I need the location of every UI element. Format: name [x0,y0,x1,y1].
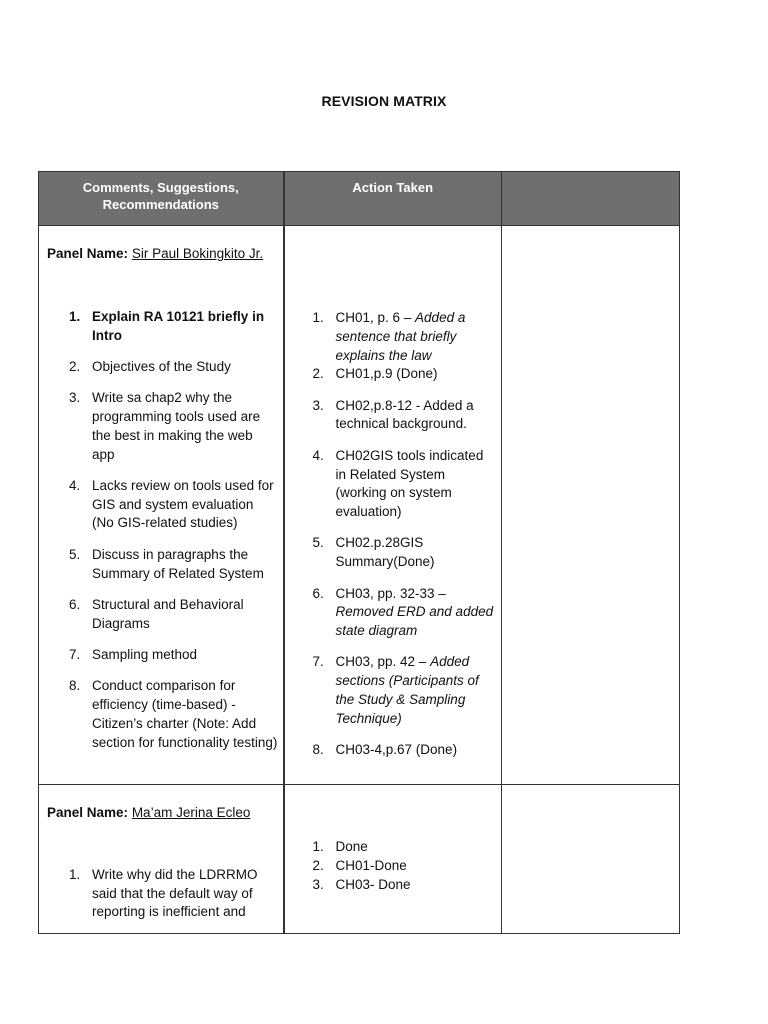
actions-list [286,838,501,894]
comments-list [40,866,282,922]
panel-name: Sir Paul Bokingkito Jr. [131,246,264,261]
list-item: 7. Sampling method [69,646,198,662]
header-comments: Comments, Suggestions, Recommendations [39,172,284,226]
list-item: 1. Done [312,839,368,854]
comments-list [40,308,282,753]
list-item: 2. Objectives of the Study [69,358,231,374]
header-action-taken: Action Taken [284,172,502,226]
list-item: 3. Write sa chap2 why the programming tools used are the best in making the web app [69,390,261,462]
list-item: 7. CH03, pp. 42 – Added sections (Participants of the Study & Sampling Technique) [312,654,479,726]
list-item: 5. CH02.p.28GIS Summary(Done) [312,535,435,570]
panel-name-line [47,804,282,823]
list-item: 4. CH02GIS tools indicated in Related System (working on system evaluation) [312,447,484,520]
list-item: 4. Lacks review on tools used for GIS and system evaluation (No GIS-related studies) [69,477,274,531]
list-item: 8. Conduct comparison for efficiency (time-based) - Citizen’s charter (Note: Add section for functionality testing) [69,678,278,750]
panel-name: Ma’am Jerina Ecleo [131,805,251,820]
revision-matrix-table [38,171,680,934]
list-item: 5. Discuss in paragraphs the Summary of Related System [69,546,264,581]
empty-cell [502,785,680,934]
table-row [39,785,680,934]
actions-cell [284,226,502,785]
panel-name-label: Panel Name: [47,805,129,820]
panel-name-line [47,245,282,264]
document-title: REVISION MATRIX [321,93,447,109]
list-item: 2. CH01-Done [312,857,407,873]
list-item: 1. Write why did the LDRRMO said that the default way of reporting is inefficient and [69,866,258,920]
actions-cell [284,785,502,934]
header-empty [502,172,680,226]
empty-cell [502,226,680,785]
comments-cell [39,785,284,934]
table-row [39,226,680,785]
panel-name-label: Panel Name: [47,246,129,261]
list-item: 3. CH03- Done [312,876,411,892]
list-item: 6. CH03, pp. 32-33 – Removed ERD and added state diagram [312,585,494,639]
list-item: 1. CH01, p. 6 – Added a sentence that briefly explains the law [312,310,466,363]
actions-list [286,309,501,760]
list-item: 6. Structural and Behavioral Diagrams [69,596,244,631]
list-item: 3. CH02,p.8-12 - Added a technical background. [312,397,474,432]
list-item: 2. CH01,p.9 (Done) [312,366,438,382]
comments-cell [39,226,284,785]
list-item: 8. CH03-4,p.67 (Done) [312,742,458,758]
list-item: 1. Explain RA 10121 briefly in Intro [69,308,265,343]
header-row [39,172,680,226]
